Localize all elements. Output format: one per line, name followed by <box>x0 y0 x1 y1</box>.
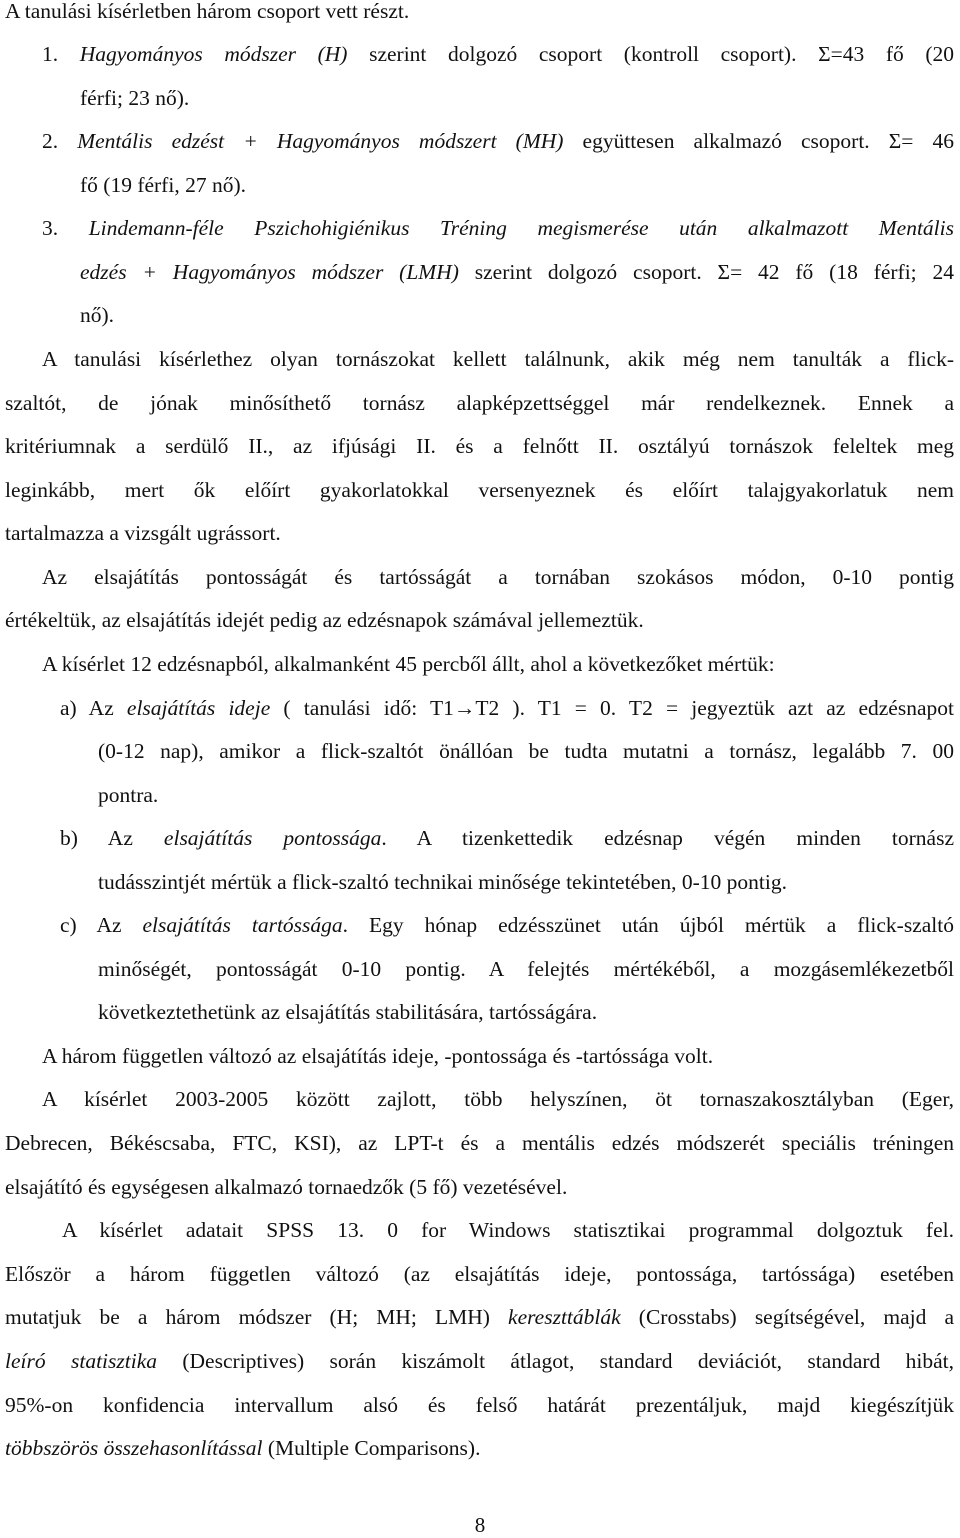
list-item-1: 1. Hagyományos módszer (H) szerint dolgozó csoport (kontroll csoport). Σ=43 fő (20 <box>42 42 954 66</box>
paragraph-text: Debrecen, Békéscsaba, FTC, KSI), az LPT-t és a mentális edzés módszerét speciális tréningen <box>5 1131 954 1155</box>
list-item-a: a) Az elsajátítás ideje ( tanulási idő: T1→T2 ). T1 = 0. T2 = jegyeztük azt az edzésnapot <box>60 696 954 720</box>
paragraph-text: tartalmazza a vizsgált ugrássort. <box>5 521 281 545</box>
paragraph-text: Az elsajátítás pontosságát és tartósságát a tornában szokásos módon, 0-10 pontig <box>42 565 954 589</box>
list-item-a-end: pontra. <box>98 783 159 807</box>
list-item-c: c) Az elsajátítás tartóssága. Egy hónap edzésszünet után újból mértük a flick-szaltó <box>60 913 954 937</box>
paragraph-text: szaltót, de jónak minősíthető tornász alapképzettséggel már rendelkeznek. Ennek a <box>5 391 954 415</box>
list-item-3-end: nő). <box>80 303 115 327</box>
paragraph-text: többszörös összehasonlítással (Multiple Comparisons). <box>5 1436 481 1460</box>
paragraph-text: A három független változó az elsajátítás ideje, -pontossága és -tartóssága volt. <box>42 1044 714 1068</box>
paragraph-text: A kísérlet 12 edzésnapból, alkalmanként 45 percből állt, ahol a következőket mértük: <box>42 652 775 676</box>
list-item-3: 3. Lindemann-féle Pszichohigiénikus Tréning megismerése után alkalmazott Mentális <box>42 216 954 240</box>
list-item-a-cont: (0-12 nap), amikor a flick-szaltót önállóan be tudta mutatni a tornász, legalább 7. 00 <box>98 739 954 763</box>
paragraph-text: leíró statisztika (Descriptives) során kiszámolt átlagot, standard deviációt, standard hibát, <box>5 1349 955 1373</box>
paragraph-text: értékeltük, az elsajátítás idejét pedig az edzésnapok számával jellemeztük. <box>5 608 644 632</box>
list-item-c-cont: minőségét, pontosságát 0-10 pontig. A felejtés mértékéből, a mozgásemlékezetből <box>98 957 954 981</box>
paragraph-text: A kísérlet adatait SPSS 13. 0 for Windows statisztikai programmal dolgoztuk fel. <box>62 1218 954 1242</box>
paragraph-intro: A tanulási kísérletben három csoport vett részt. <box>5 0 410 23</box>
page-number: 8 <box>474 1513 486 1537</box>
paragraph-text: 95%-on konfidencia intervallum alsó és felső határát prezentáljuk, majd kiegészítjük <box>5 1393 954 1417</box>
paragraph-text: leginkább, mert ők előírt gyakorlatokkal versenyeznek és előírt talajgyakorlatuk nem <box>5 478 954 502</box>
paragraph-text: elsajátító és egységesen alkalmazó tornaedzők (5 fő) vezetésével. <box>5 1175 568 1199</box>
list-item-b: b) Az elsajátítás pontossága. A tizenkettedik edzésnap végén minden tornász <box>60 826 954 850</box>
paragraph-text: Először a három független változó (az elsajátítás ideje, pontossága, tartóssága) esetében <box>5 1262 954 1286</box>
paragraph-text: A tanulási kísérlethez olyan tornászokat kellett találnunk, akik még nem tanulták a flick- <box>42 347 954 371</box>
list-item-c-end: következtethetünk az elsajátítás stabilitására, tartósságára. <box>98 1000 598 1024</box>
paragraph-text: kritériumnak a serdülő II., az ifjúsági II. és a felnőtt II. osztályú tornászok feleltek meg <box>5 434 954 458</box>
list-item-1-cont: férfi; 23 nő). <box>80 86 190 110</box>
paragraph-text: A kísérlet 2003-2005 között zajlott, több helyszínen, öt tornaszakosztályban (Eger, <box>42 1087 954 1111</box>
list-item-2-cont: fő (19 férfi, 27 nő). <box>80 173 246 197</box>
paragraph-text: mutatjuk be a három módszer (H; MH; LMH) kereszttáblák (Crosstabs) segítségével, majd a <box>5 1305 954 1329</box>
list-item-2: 2. Mentális edzést + Hagyományos módszert (MH) együttesen alkalmazó csoport. Σ= 46 <box>42 129 955 153</box>
list-item-3-cont: edzés + Hagyományos módszer (LMH) szerint dolgozó csoport. Σ= 42 fő (18 férfi; 24 <box>80 260 955 284</box>
list-item-b-cont: tudásszintjét mértük a flick-szaltó technikai minősége tekintetében, 0-10 pontig. <box>98 870 787 894</box>
